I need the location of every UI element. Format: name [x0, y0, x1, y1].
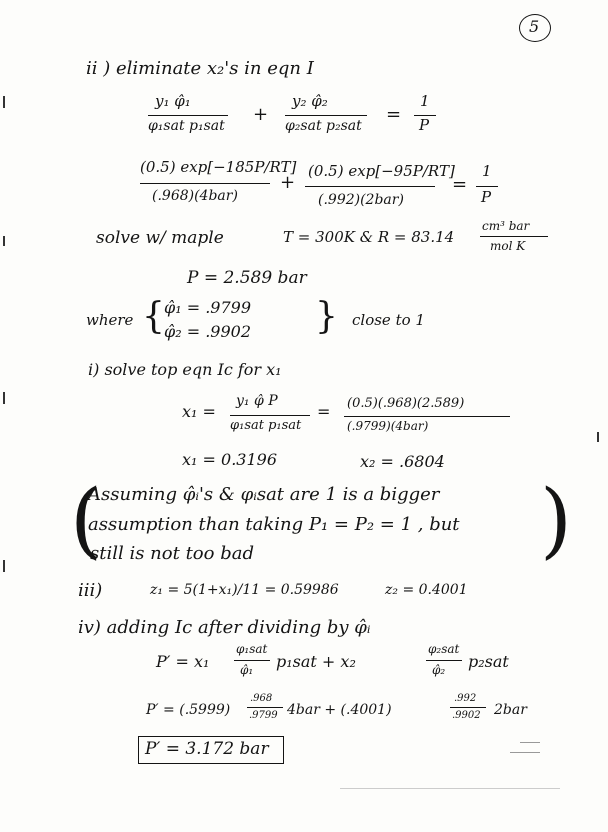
p-prime-term1-bar: [234, 660, 270, 661]
x1-values-bar: [344, 416, 510, 417]
x1-lhs: x₁ =: [182, 402, 216, 421]
phi2-hat-value: φ̂₂ = .9902: [164, 322, 251, 341]
x1-values-numerator: (0.5)(.968)(2.589): [347, 396, 465, 411]
scan-mark-left-3: [3, 392, 5, 404]
eq1-plus: +: [253, 104, 269, 125]
p-prime-formula-mid: p₁sat + x₂: [276, 652, 356, 671]
eq2-plus: +: [280, 172, 296, 193]
eq2-equals: =: [452, 174, 468, 195]
p-prime-values-frac1-denominator: .9799: [249, 710, 278, 721]
remark-line-3: still is not too bad: [90, 543, 254, 564]
remark-line-1: Assuming φ̂ᵢ's & φᵢsat are 1 is a bigger: [88, 484, 440, 505]
step-ii-heading: ii ) eliminate x₂'s in eqn I: [86, 58, 314, 79]
close-to-one-note: close to 1: [352, 311, 425, 329]
x1-result: x₁ = 0.3196: [182, 450, 277, 469]
eq2-term1-denominator: (.968)(4bar): [152, 188, 238, 204]
solve-maple-note: solve w/ maple: [96, 228, 224, 248]
page-number: 5: [529, 17, 540, 36]
p-prime-values-lhs: P′ = (.5999): [146, 702, 231, 718]
eq2-rhs-denominator: P: [481, 188, 492, 206]
p-prime-values-frac2-denominator: .9902: [452, 710, 481, 721]
p-prime-term2-numerator: φ₂sat: [428, 642, 460, 656]
where-label: where: [86, 311, 134, 329]
x1-values-denominator: (.9799)(4bar): [347, 419, 429, 433]
eq2-rhs-bar: [476, 186, 498, 187]
x1-formula-numerator: y₁ φ̂ P: [236, 393, 278, 409]
eq2-term1-numerator: (0.5) exp[−185P/RT]: [140, 158, 297, 176]
eq1-term2-numerator: y₂ φ̂₂: [292, 92, 328, 110]
gas-constant-unit-bar: [480, 236, 548, 237]
eq1-equals: =: [386, 104, 402, 125]
eq1-rhs-denominator: P: [419, 116, 430, 134]
pressure-result: P = 2.589 bar: [187, 268, 307, 288]
z1-result: z₁ = 5(1+x₁)/11 = 0.59986: [150, 582, 339, 598]
temperature-gas-constant: T = 300K & R = 83.14: [283, 228, 455, 246]
step-i-heading: i) solve top eqn Ic for x₁: [88, 360, 282, 379]
left-brace: {: [142, 296, 165, 337]
scan-noise-3: [340, 788, 560, 789]
eq1-term1-numerator: y₁ φ̂₁: [155, 92, 191, 110]
right-brace: }: [315, 296, 338, 337]
eq2-rhs-numerator: 1: [482, 162, 492, 180]
p-prime-term2-denominator: φ̂₂: [432, 663, 446, 677]
p-prime-term1-numerator: φ₁sat: [236, 642, 268, 656]
scan-mark-right: [597, 432, 599, 442]
p-prime-term1-denominator: φ̂₁: [240, 663, 254, 677]
p-prime-values-frac1-bar: [247, 707, 283, 708]
eq1-term1-denominator: φ₁sat p₁sat: [148, 118, 225, 134]
remark-line-2: assumption than taking P₁ = P₂ = 1 , but: [88, 514, 460, 535]
scan-mark-left-2: [3, 236, 5, 246]
gas-constant-unit-denominator: mol K: [490, 239, 526, 253]
eq1-term1-bar: [148, 115, 228, 116]
p-prime-values-end: 2bar: [494, 702, 527, 718]
eq1-term2-denominator: φ₂sat p₂sat: [285, 118, 362, 134]
p-prime-formula-end: p₂sat: [468, 652, 509, 671]
z2-result: z₂ = 0.4001: [385, 582, 468, 598]
p-prime-values-frac1-numerator: .968: [250, 693, 273, 704]
p-prime-values-frac2-bar: [450, 707, 486, 708]
step-iv-heading: iv) adding Ic after dividing by φ̂ᵢ: [78, 617, 371, 638]
eq1-rhs-numerator: 1: [420, 92, 430, 110]
eq2-term1-bar: [140, 183, 270, 184]
p-prime-formula-lhs: P′ = x₁: [156, 652, 210, 671]
remark-right-paren: ): [540, 473, 572, 568]
scan-mark-left-1: [3, 96, 5, 108]
p-prime-values-frac2-numerator: .992: [454, 693, 477, 704]
final-answer: P′ = 3.172 bar: [145, 739, 269, 759]
step-iii-label: iii): [78, 580, 103, 601]
eq1-term2-bar: [285, 115, 367, 116]
x2-result: x₂ = .6804: [360, 452, 445, 471]
x1-formula-denominator: φ₁sat p₁sat: [230, 418, 302, 433]
p-prime-values-mid: 4bar + (.4001): [287, 702, 392, 718]
scan-noise-2: [510, 752, 540, 753]
eq2-term2-bar: [305, 186, 435, 187]
eq2-term2-denominator: (.992)(2bar): [318, 192, 404, 208]
gas-constant-unit-numerator: cm³ bar: [482, 219, 530, 233]
x1-formula-bar: [230, 415, 310, 416]
scan-noise-1: [520, 742, 540, 743]
eq2-term2-numerator: (0.5) exp[−95P/RT]: [308, 162, 455, 180]
remark-left-paren: (: [70, 473, 102, 568]
p-prime-term2-bar: [426, 660, 462, 661]
phi1-hat-value: φ̂₁ = .9799: [164, 298, 251, 317]
scan-mark-left-4: [3, 560, 5, 572]
x1-equals: =: [317, 402, 331, 421]
